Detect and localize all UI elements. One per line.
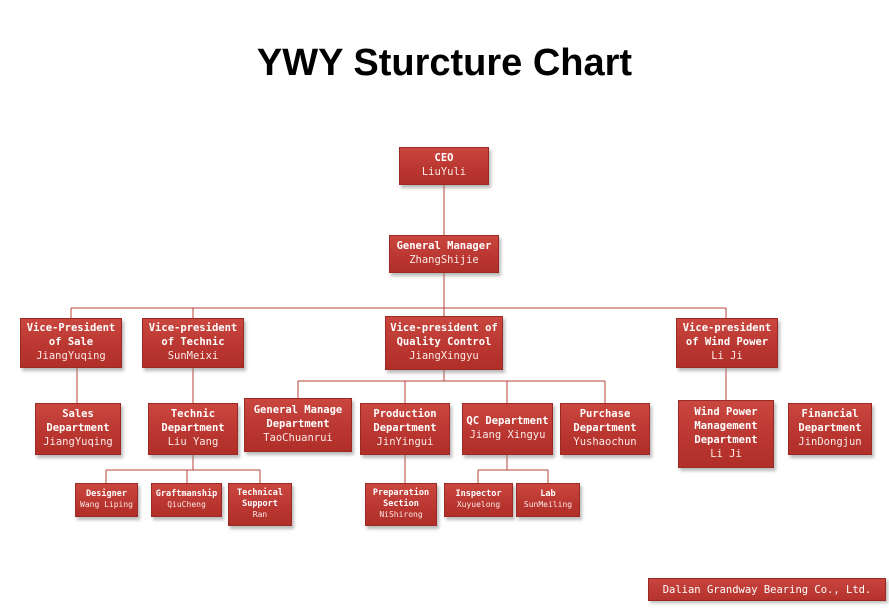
company-footer-bar xyxy=(648,578,886,601)
org-node-wind-power-management-department xyxy=(678,400,774,468)
role-label: Preparation Section xyxy=(372,488,430,510)
role-label: CEO xyxy=(434,152,454,165)
person-name: TaoChuanrui xyxy=(263,431,333,444)
role-label: Lab xyxy=(540,489,556,500)
company-name: Dalian Grandway Bearing Co., Ltd. xyxy=(662,583,872,596)
person-name: JiangYuqing xyxy=(43,435,113,448)
person-name: Ran xyxy=(252,510,268,520)
person-name: QiuCheng xyxy=(167,500,206,510)
chart-title: YWY Sturcture Chart xyxy=(256,42,633,84)
role-label: Wind Power Management Department xyxy=(694,406,758,446)
person-name: JiangYuqing xyxy=(36,349,106,362)
org-node-vp-technic xyxy=(142,318,244,368)
org-node-vp-sale xyxy=(20,318,122,368)
org-node-sales-department xyxy=(35,403,121,455)
person-name: LiuYuli xyxy=(421,166,467,178)
role-label: Financial Department xyxy=(798,408,862,435)
org-node-technic-department xyxy=(148,403,238,455)
role-label: General Manager xyxy=(396,240,492,253)
org-node-graftmanship xyxy=(151,483,222,517)
person-name: Liu Yang xyxy=(167,435,219,448)
role-label: Sales Department xyxy=(46,408,110,435)
person-name: SunMeiling xyxy=(523,500,573,510)
org-node-purchase-department xyxy=(560,403,650,455)
org-node-general-manage-department xyxy=(244,398,352,452)
person-name: NiShirong xyxy=(379,510,423,520)
role-label: Technic Department xyxy=(161,408,225,435)
role-label: Vice-president of Technic xyxy=(148,322,238,349)
person-name: Xuyuelong xyxy=(456,500,501,510)
org-node-ceo xyxy=(399,147,489,185)
org-node-designer xyxy=(75,483,138,517)
role-label: Vice-president of Wind Power xyxy=(682,322,772,349)
org-node-inspector xyxy=(444,483,513,517)
org-node-production-department xyxy=(360,403,450,455)
org-node-vp-quality-control xyxy=(385,316,503,370)
org-node-general-manager xyxy=(389,235,499,273)
person-name: Jiang Xingyu xyxy=(469,429,546,441)
org-node-vp-wind-power xyxy=(676,318,778,368)
person-name: Li Ji xyxy=(710,447,742,460)
person-name: ZhangShijie xyxy=(409,254,479,266)
person-name: SunMeixi xyxy=(167,349,219,362)
org-node-lab xyxy=(516,483,580,517)
role-label: Designer xyxy=(86,489,127,500)
role-label: Vice-President of Sale xyxy=(26,322,116,349)
role-label: QC Department xyxy=(466,415,549,428)
org-node-preparation-section xyxy=(365,483,437,526)
person-name: Li Ji xyxy=(711,349,743,362)
org-node-technical-support xyxy=(228,483,292,526)
person-name: Wang Liping xyxy=(80,500,133,510)
person-name: JiangXingyu xyxy=(409,349,479,362)
person-name: JinDongjun xyxy=(798,435,862,448)
role-label: General Manage Department xyxy=(253,404,343,431)
person-name: Yushaochun xyxy=(573,435,637,448)
role-label: Technical Support xyxy=(236,488,284,510)
role-label: Inspector xyxy=(455,489,502,500)
role-label: Production Department xyxy=(373,408,437,435)
role-label: Vice-president of Quality Control xyxy=(390,322,498,349)
org-node-qc-department xyxy=(462,403,553,455)
org-node-financial-department xyxy=(788,403,872,455)
role-label: Graftmanship xyxy=(155,489,218,500)
role-label: Purchase Department xyxy=(573,408,637,435)
person-name: JinYingui xyxy=(376,435,434,448)
